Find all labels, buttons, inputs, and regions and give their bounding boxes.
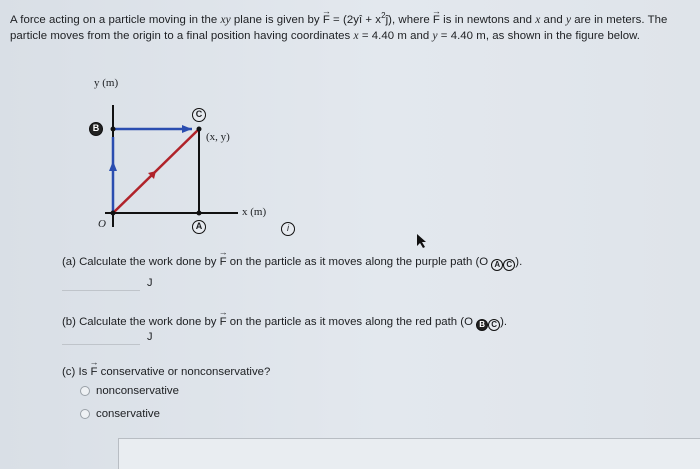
origin-label: O [98, 218, 106, 230]
radio-button[interactable] [80, 386, 90, 396]
mouse-cursor-icon [416, 233, 428, 249]
x-axis-label: x (m) [242, 206, 267, 218]
point-b-dot [111, 127, 116, 132]
question-c: (c) Is → F conservative or nonconservative? [62, 366, 270, 378]
force-vector-symbol: → F [323, 12, 330, 29]
path-b-marker: B [476, 319, 488, 331]
option-nonconservative[interactable]: nonconservative [80, 385, 179, 397]
path-c-marker-b: C [488, 319, 500, 331]
problem-statement: A force acting on a particle moving in the xy plane is given by → F = (2yî + $x^2ĵ$), where → F is in newtons and x and y are in meters. The particle moves from the origin to a final position having coordinates x = 4.40 m and y = 4.40 m, as shown in the figure below. [10, 8, 694, 45]
answer-a-input[interactable] [62, 276, 140, 291]
question-a: (a) Calculate the work done by → F on the particle as it moves along the purple path (O A C ). [62, 256, 522, 271]
path-figure [80, 75, 310, 250]
point-c-dot [197, 127, 202, 132]
point-b-marker: B [89, 122, 103, 136]
path-c-marker: C [503, 259, 515, 271]
option-conservative[interactable]: conservative [80, 408, 160, 420]
answer-b-input[interactable] [62, 330, 140, 345]
origin-dot [111, 211, 116, 216]
arrow-up-head [109, 161, 117, 171]
info-icon[interactable]: i [281, 222, 295, 236]
point-a-marker: A [192, 220, 206, 234]
bottom-panel [118, 438, 700, 469]
answer-a-unit: J [147, 277, 153, 289]
arrow-right-head [182, 125, 192, 133]
answer-b-unit: J [147, 331, 153, 343]
path-a-marker: A [491, 259, 503, 271]
radio-button[interactable] [80, 409, 90, 419]
point-c-marker: C [192, 108, 206, 122]
y-axis-label: y (m) [94, 77, 119, 89]
point-xy-label: (x, y) [206, 131, 230, 143]
question-b: (b) Calculate the work done by → F on the particle as it moves along the red path (O B C ). [62, 316, 507, 331]
point-a-dot [197, 211, 202, 216]
